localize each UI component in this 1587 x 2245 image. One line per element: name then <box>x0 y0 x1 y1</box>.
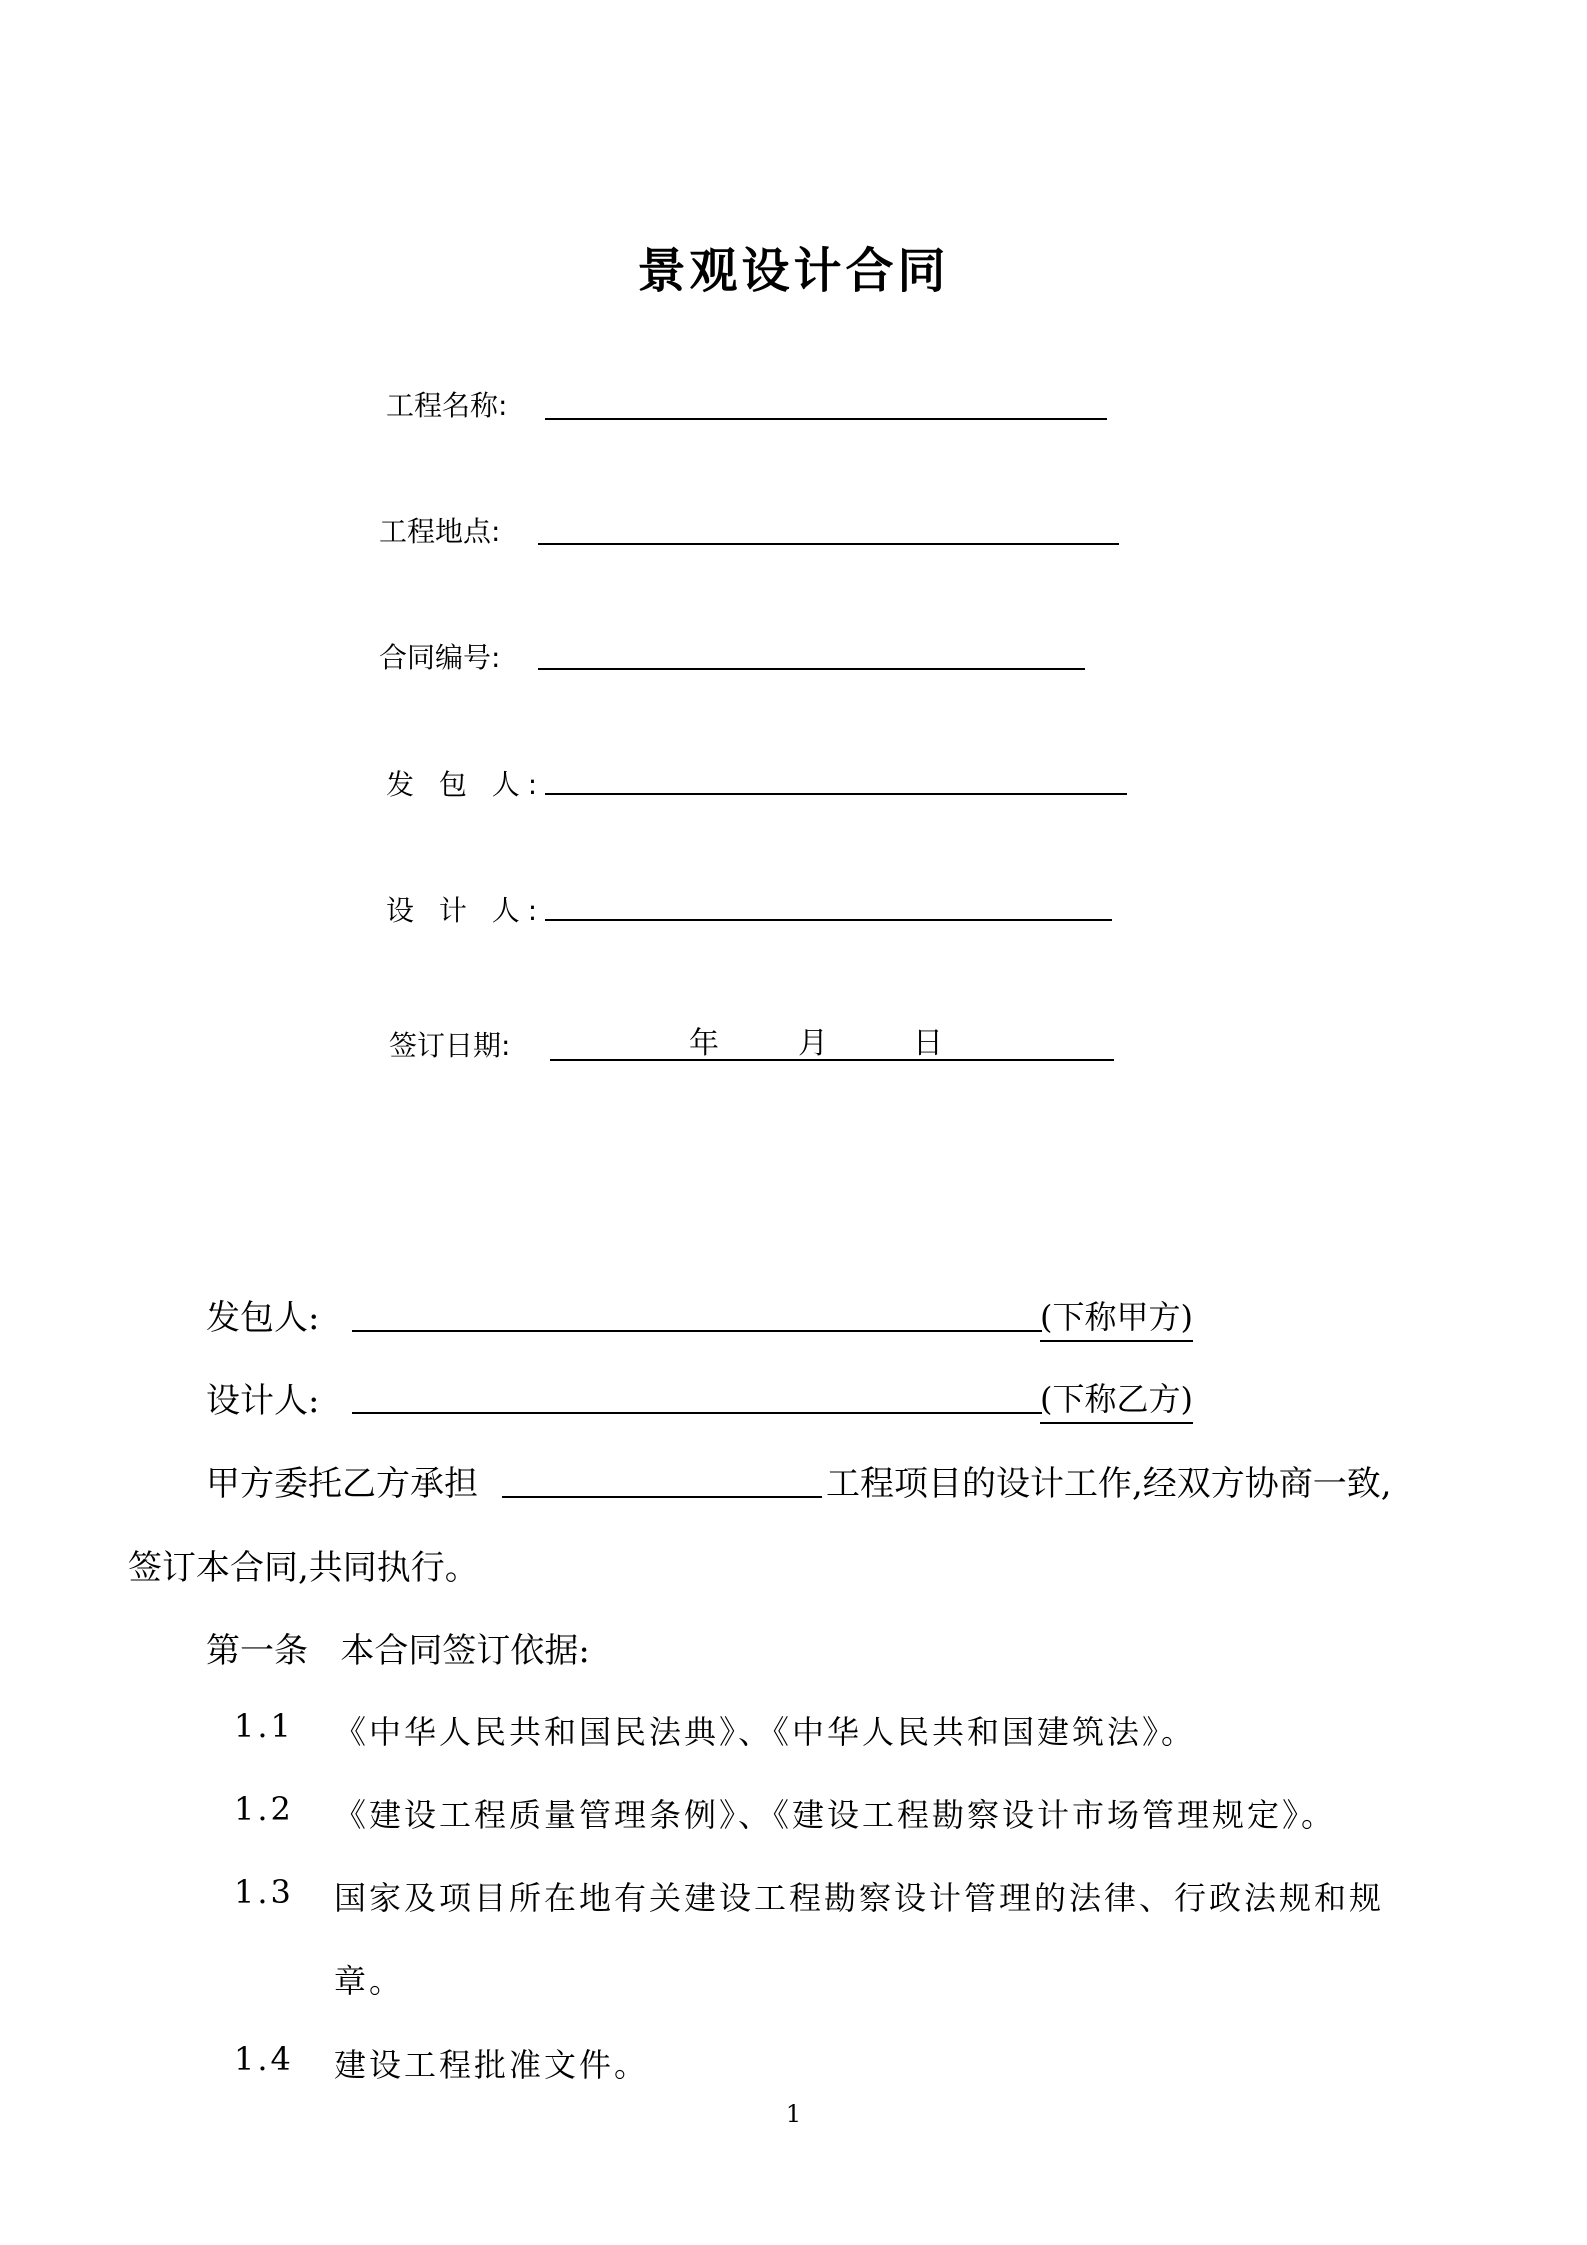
project-location-label: 工程地点: <box>379 515 501 548</box>
party-b-label: 设计人: <box>206 1381 320 1421</box>
project-blank-field[interactable] <box>502 1496 822 1498</box>
project-name-label: 工程名称: <box>386 389 508 422</box>
item-1-3-number: 1.3 <box>234 1873 294 1911</box>
item-1-3-continuation: 章。 <box>334 1962 405 2000</box>
item-1-4-text: 建设工程批准文件。 <box>334 2046 650 2084</box>
designer-field[interactable] <box>545 919 1112 921</box>
item-1-1-text: 《中华人民共和国民法典》、《中华人民共和国建筑法》。 <box>334 1713 1197 1751</box>
date-month: 月 <box>798 1026 828 1061</box>
party-b-suffix: (下称乙方) <box>1040 1374 1193 1424</box>
intro-line2: 签订本合同,共同执行。 <box>128 1548 479 1588</box>
item-1-4-number: 1.4 <box>234 2040 294 2078</box>
page-number: 1 <box>785 2100 802 2128</box>
contract-number-label: 合同编号: <box>379 641 501 674</box>
contract-number-field[interactable] <box>538 668 1085 670</box>
document-title: 景观设计合同 <box>637 243 950 299</box>
project-location-field[interactable] <box>538 543 1119 545</box>
employer-label: 发 包 人: <box>386 768 546 801</box>
signing-date-label: 签订日期: <box>389 1029 511 1062</box>
item-1-2-text: 《建设工程质量管理条例》、《建设工程勘察设计市场管理规定》。 <box>334 1796 1337 1834</box>
project-name-field[interactable] <box>545 418 1107 420</box>
designer-label: 设 计 人: <box>386 894 546 927</box>
party-a-suffix: (下称甲方) <box>1040 1292 1193 1342</box>
party-a-field[interactable] <box>352 1330 1042 1332</box>
signing-date-field[interactable] <box>550 1059 1114 1061</box>
intro-prefix: 甲方委托乙方承担 <box>206 1464 478 1504</box>
date-year: 年 <box>689 1026 719 1061</box>
party-b-field[interactable] <box>352 1412 1042 1414</box>
employer-field[interactable] <box>545 793 1127 795</box>
date-day: 日 <box>913 1026 943 1061</box>
item-1-2-number: 1.2 <box>234 1790 294 1828</box>
intro-suffix: 工程项目的设计工作,经双方协商一致, <box>826 1464 1392 1504</box>
party-a-label: 发包人: <box>206 1298 320 1338</box>
item-1-3-text: 国家及项目所在地有关建设工程勘察设计管理的法律、行政法规和规 <box>334 1879 1385 1917</box>
item-1-1-number: 1.1 <box>234 1707 294 1745</box>
article1-heading: 第一条 本合同签订依据: <box>206 1631 590 1671</box>
